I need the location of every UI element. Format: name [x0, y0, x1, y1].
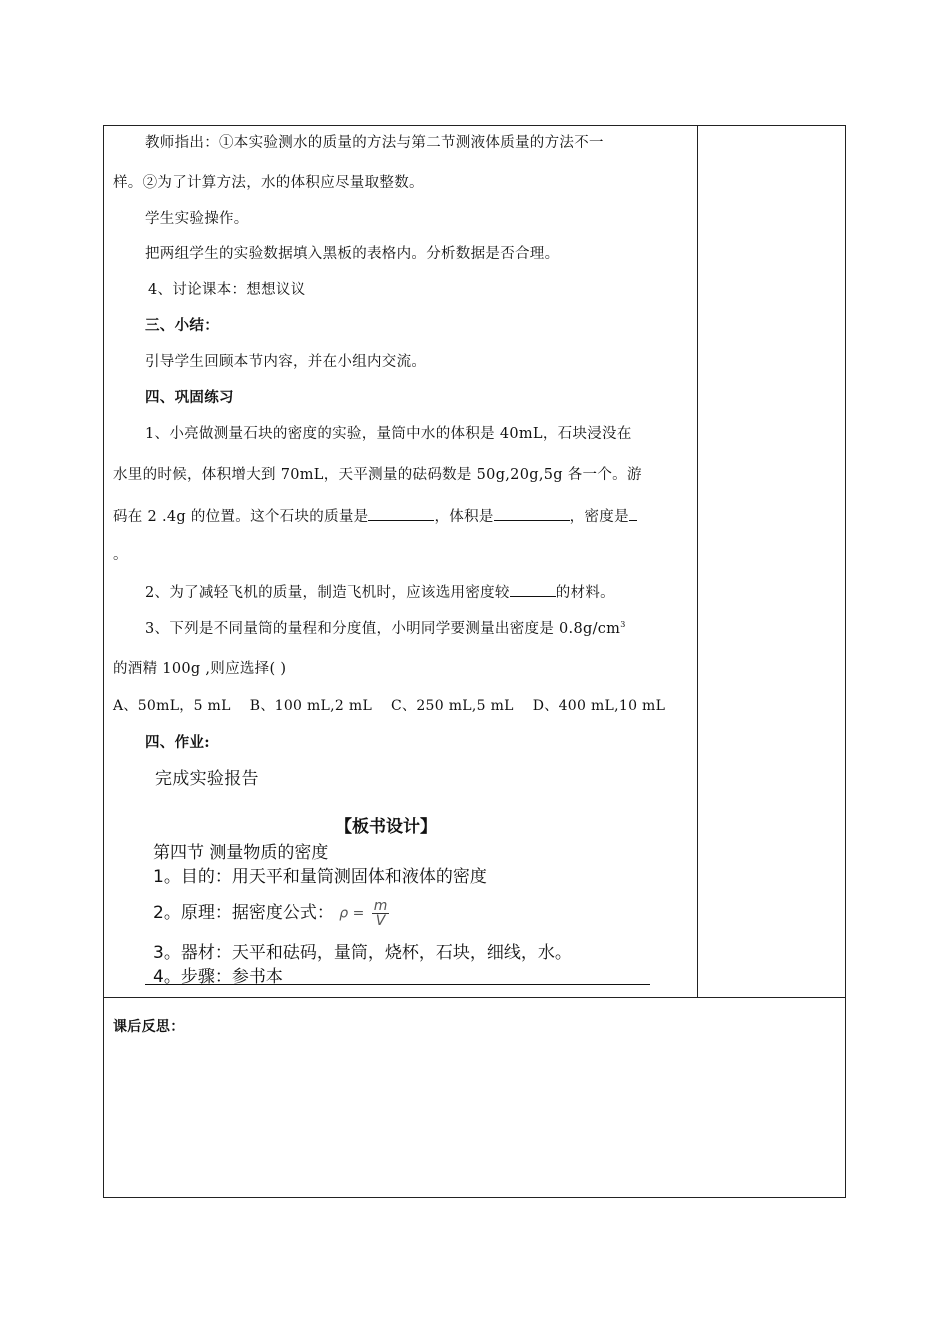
volume-blank[interactable] — [494, 506, 570, 521]
question-3-text: 3、下列是不同量筒的量程和分度值，小明同学要测量出密度是 0.8g/cm — [145, 621, 621, 637]
teacher-note-line-1: 教师指出：①本实验测水的质量的方法与第二节测液体质量的方法不一 — [145, 135, 604, 151]
data-analysis: 把两组学生的实验数据填入黑板的表格内。分析数据是否合理。 — [145, 246, 560, 262]
notes-cell — [698, 126, 845, 997]
question-1-line-3 — [113, 505, 637, 526]
board-line-3 — [153, 898, 389, 928]
formula-denominator: V — [375, 912, 386, 929]
formula-numerator: m — [373, 897, 388, 914]
question-1-end: 。 — [113, 547, 128, 563]
board-principle-text: 2。原理：据密度公式： — [153, 903, 334, 923]
mass-blank[interactable] — [368, 506, 434, 521]
reflection-label: 课后反思： — [113, 1019, 185, 1035]
reflection-cell — [103, 997, 846, 1198]
question-3-line-1 — [145, 617, 626, 638]
cubic-superscript: 3 — [620, 620, 626, 630]
question-3-options: A、50mL，5 mL B、100 mL,2 mL C、250 mL,5 mL D、400 mL,10 mL — [113, 698, 666, 714]
density-formula — [339, 899, 389, 928]
question-1-part-volume: ，体积是 — [434, 509, 494, 525]
board-line-2: 1。目的：用天平和量筒测固体和液体的密度 — [153, 867, 487, 887]
board-design-title: 【板书设计】 — [335, 817, 437, 837]
board-divider — [145, 984, 650, 985]
question-2-part-2: 的材料。 — [555, 585, 615, 601]
practice-heading: 四、巩固练习 — [145, 389, 234, 406]
question-1-line-1: 1、小亮做测量石块的密度的实验，量筒中水的体积是 40mL，石块浸没在 — [145, 426, 632, 442]
summary-heading: 三、小结： — [145, 317, 219, 334]
question-1-part-mass: 码在 2 .4g 的位置。这个石块的质量是 — [113, 509, 369, 525]
density-blank[interactable] — [629, 506, 637, 521]
board-line-1: 第四节 测量物质的密度 — [153, 843, 329, 863]
summary-text: 引导学生回顾本节内容，并在小组内交流。 — [145, 354, 427, 370]
homework-heading: 四、作业: — [145, 734, 210, 751]
homework-text: 完成实验报告 — [155, 769, 259, 789]
student-operation: 学生实验操作。 — [145, 211, 249, 227]
formula-rho: ρ = — [339, 905, 365, 921]
question-2 — [145, 581, 615, 602]
question-3-line-2: 的酒精 100g ,则应选择( ) — [113, 661, 287, 677]
question-1-line-2: 水里的时候，体积增大到 70mL，天平测量的砝码数是 50g,20g,5g 各一个。游 — [113, 467, 642, 483]
discussion-item: 4、讨论课本：想想议议 — [148, 282, 306, 298]
board-line-5: 4。步骤：参书本 — [153, 967, 283, 987]
teacher-note-line-2: 样。②为了计算方法，水的体积应尽量取整数。 — [113, 175, 424, 191]
question-2-part-1: 2、为了减轻飞机的质量，制造飞机时，应该选用密度较 — [145, 585, 510, 601]
formula-fraction — [372, 899, 390, 928]
question-1-part-density: ，密度是 — [569, 509, 629, 525]
board-line-4: 3。器材：天平和砝码，量筒，烧杯，石块，细线，水。 — [153, 943, 572, 963]
density-choice-blank[interactable] — [510, 582, 556, 597]
